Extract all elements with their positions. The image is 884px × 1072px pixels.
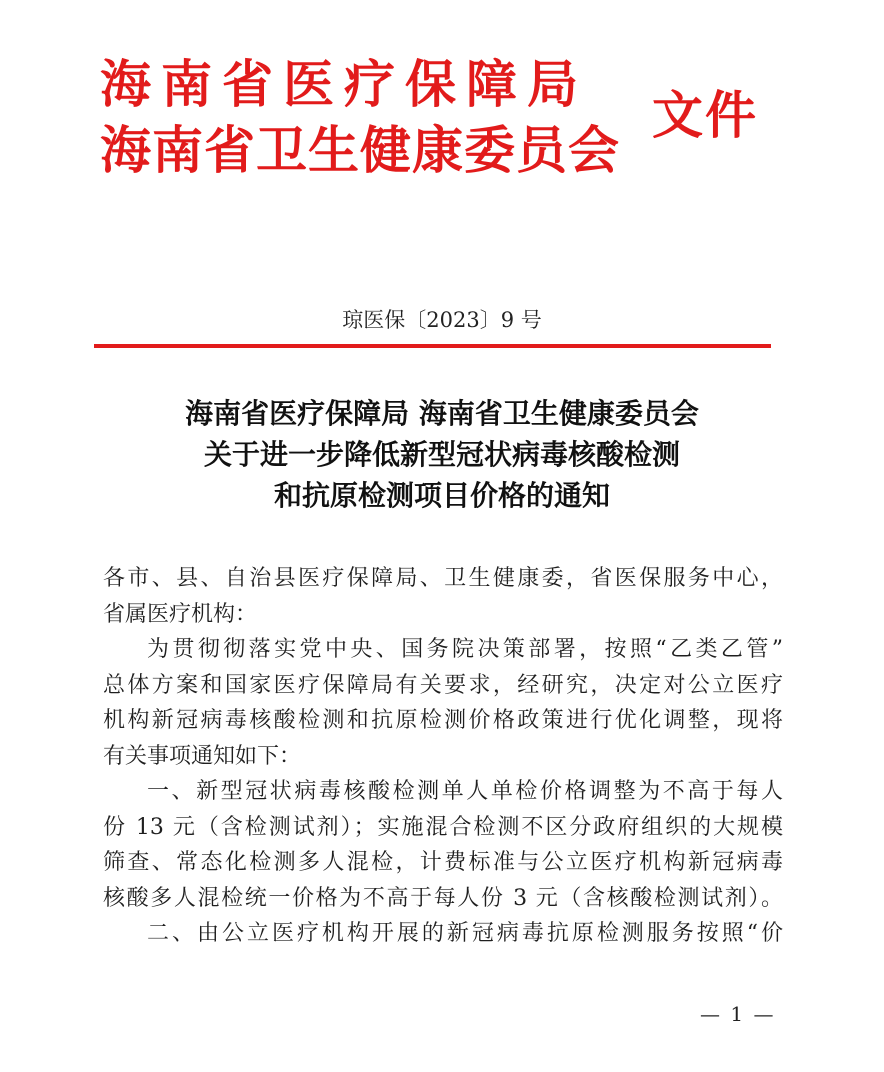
title-line-2: 关于进一步降低新型冠状病毒核酸检测 — [203, 438, 680, 471]
issuer-block — [100, 52, 640, 184]
body-line-11: 二、由公立医疗机构开展的新冠病毒抗原检测服务按照“价 — [147, 921, 783, 946]
body-line-4: 总体方案和国家医疗保障局有关要求，经研究，决定对公立医疗 — [103, 672, 783, 698]
document-title — [0, 393, 884, 516]
issuer-name-health-commission: 海南省卫生健康委员会 — [100, 121, 621, 181]
red-divider-line — [94, 344, 771, 348]
body-line-7: 一、新型冠状病毒核酸检测单人单检价格调整为不高于每人 — [147, 779, 783, 804]
title-line-1: 海南省医疗保障局 海南省卫生健康委员会 — [185, 397, 699, 430]
issuer-name-medical-security: 海南省医疗保障局 — [100, 55, 589, 115]
body-line-5: 机构新冠病毒核酸检测和抗原检测价格政策进行优化调整，现将 — [103, 708, 783, 733]
body-line-8: 份 13 元（含检测试剂）；实施混合检测不区分政府组织的大规模 — [103, 814, 783, 840]
body-line-1: 各市、县、自治县医疗保障局、卫生健康委，省医保服务中心， — [103, 566, 783, 591]
body-line-9: 筛查、常态化检测多人混检，计费标准与公立医疗机构新冠病毒 — [103, 850, 783, 875]
document-number: 琼医保〔2023〕9 号 — [342, 308, 542, 332]
title-line-3: 和抗原检测项目价格的通知 — [273, 479, 610, 512]
document-type-label: 文件 — [652, 86, 759, 146]
body-line-6: 有关事项通知如下： — [103, 743, 302, 769]
body-line-3: 为贯彻彻落实党中央、国务院决策部署，按照“乙类乙管” — [147, 637, 783, 662]
page-number: — 1 — — [700, 1002, 776, 1026]
body-line-10: 核酸多人混检统一价格为不高于每人份 3 元（含核酸检测试剂）。 — [103, 885, 783, 911]
document-body — [103, 561, 783, 952]
body-line-2: 省属医疗机构： — [103, 601, 258, 627]
